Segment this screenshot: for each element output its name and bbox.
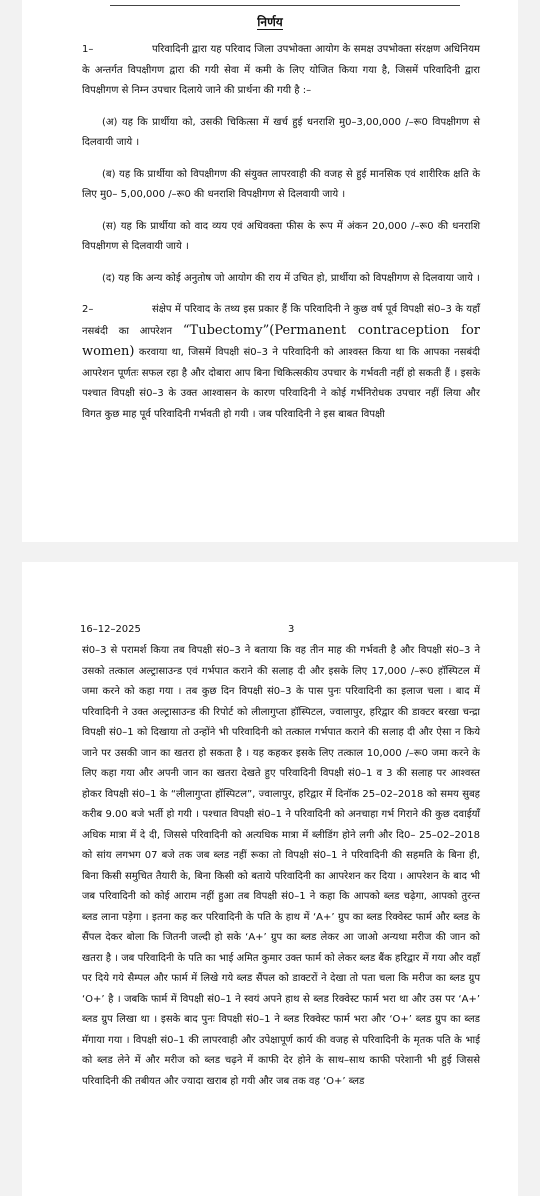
paragraph-continuation: सं0–3 से परामर्श किया तब विपक्षी सं0–3 ने बताया कि वह तीन माह की गर्भवती है और विपक्षी सं0–3 ने उसको तत्काल अल्ट्रासाउन्ड एवं गर्भपात कराने की सलाह दी और इसके लिए 17,000 /–रू0 हॉस्पिटल में जमा करने को कहा गया । तब कुछ दिन विपक्षी सं0–3 के पास पुनः परिवादिनी का इलाज चला । बाद में परिवादिनी ने उक्त अल्ट्रासाउन्ड की रिपोर्ट को लीलागुप्ता हॉस्पिटल, ज्वालापुर, हरिद्वार की डाक्टर बरखा चन्द्रा विपक्षी सं0–1 को दिखाया तो उन्होंने भी परिवादिनी को तत्काल गर्भपात कराने की सलाह दी और ऐसा न किये जाने पर उसकी जान का खतरा हो सकता है । यह कहकर इसके लिए तत्काल 10,000 /–रू0 जमा करने के लिए कहा गया और अपनी जान का खतरा देखते हुए परिवादिनी विपक्षी सं0–1 व 3 की सलाह पर आश्वस्त होकर विपक्षी सं0–1 के “लीलागुप्ता हॉस्पिटल”, ज्वालापुर, हरिद्वार में दिनॉक 25–02–2018 को समय सुबह करीब 9.00 बजे भर्ती हो गयी । पश्चात विपक्षी सं0–1 ने परिवादिनी को अनचाहा गर्भ गिराने की कुछ दवाईयॉं अधिक मात्रा में दे दी, जिससे परिवादिनी को अत्यधिक मात्रा में ब्लीडिंग होने लगी और दि0– 25–02–2018 को सांय लगभग 07 बजे तक जब ब्लड नहीं रूका तो विपक्षी सं0–1 ने परिवादिनी की सहमति के बिना ही, बिना किसी समुचित तैयारी के, बिना किसी को बताये परिवादिनी का आपरेशन कर दिया । आपरेशन के बाद भी जब परिवादिनी को कोई आराम नहीं हुआ तब विपक्षी सं0–1 ने कहा कि आपको ब्लड चढ़ेगा, आपको तुरन्त ब्लड लाना पड़ेगा । इतना कह कर परिवादिनी के पति के हाथ में ‘A+’ ग्रुप का ब्लड रिक्वेस्ट फार्म और ब्लड के सैंपल देकर बोला कि जितनी जल्दी हो सके ‘A+’ ग्रुप का ब्लड लेकर आ जाओ अन्यथा मरीज की जान को खतरा है । जब परिवादिनी के पति का भाई अमित कुमार उक्त फार्म को लेकर ब्लड बैंक हरिद्वार में गया और वहॉं पर दिये गये सैम्पल और फार्म में लिखे गये ब्लड सैंपल को डाक्टरों ने देखा तो पता चला कि मरीज का ब्लड ग्रुप ‘O+’ है । जबकि फार्म में विपक्षी सं0–1 ने स्वयं अपने हाथ से ब्लड रिक्वेस्ट फार्म भरा था और उस पर ‘A+’ ब्लड ग्रुप लिखा था । इसके बाद पुनः विपक्षी सं0–1 ने ब्लड रिक्वेस्ट फार्म भरा और ‘O+’ ब्लड ग्रुप का ब्लड मॅगाया गया । विपक्षी सं0–1 की लापरवाही और उपेक्षापूर्ण कार्य की वजह से परिवादिनी के मृतक पति के भाई को ब्लड लेने में और मरीज को ब्लड चढ़ने में काफी देर होने के साथ–साथ काफी परेशानी भी हुई जिससे परिवादिनी की तबीयत और ज्यादा खराब हो गयी और जब तक वह ‘O+’ ब्लड bbox=[82, 645, 480, 1087]
relief-a: (अ) यह कि प्रार्थीया को, उसकी चिकित्सा में खर्च हुई धनराशि मु0–3,00,000 /–रू0 विपक्षीगण से दिलवायी जाये । bbox=[82, 116, 480, 148]
document-page-2 bbox=[22, 562, 518, 1196]
relief-d: (द) यह कि अन्य कोई अनुतोष जो आयोग की राय में उचित हो, प्रार्थीया को विपक्षीगण से दिलवाया जाये । bbox=[102, 272, 480, 284]
english-term: “Tubectomy”(Permanent contraception for women) bbox=[82, 322, 480, 359]
page-date: 16–12–2025 bbox=[80, 624, 141, 635]
relief-b: (ब) यह कि प्रार्थीया को विपक्षीगण की संयुक्त लापरवाही की वजह से हुई मानसिक एवं शारीरिक क्षति के लिए मु0– 5,00,000 /–रू0 की धनराशि विपक्षीगण से दिलवायी जाये । bbox=[82, 168, 480, 200]
page-number: 3 bbox=[288, 624, 295, 635]
top-rule bbox=[110, 5, 460, 6]
heading-text: निर्णय bbox=[257, 15, 283, 29]
paragraph-text: संक्षेप में परिवाद के तथ्य इस प्रकार हैं कि परिवादिनी ने कुछ वर्ष पूर्व विपक्षी सं0–3 के यहॉं नसबंदी का आपरेशन bbox=[82, 304, 480, 337]
page-2-body bbox=[82, 641, 480, 1092]
paragraph-1 bbox=[82, 40, 480, 102]
paragraph-text: करवाया था, जिसमें विपक्षी सं0–3 ने परिवादिनी को आश्वस्त किया था कि आपका नसबंदी आपरेशन पूर्णतः सफल रहा है और दोबारा आप बिना चिकित्सकीय उपचार के गर्भवती नहीं हो सकती हैं । इसके पश्चात विपक्षी सं0–3 के उक्त आश्वासन के कारण परिवादिनी ने कोई गर्भनिरोधक उपचार नहीं लिया और विगत कुछ माह पूर्व परिवादिनी गर्भवती हो गयी । जब परिवादिनी ने इस बाबत विपक्षी bbox=[82, 347, 480, 420]
paragraph-text: परिवादिनी द्वारा यह परिवाद जिला उपभोक्ता आयोग के समक्ष उपभोक्ता संरक्षण अधिनियम के अन्तर्गत विपक्षीगण द्वारा की गयी सेवा में कमी के लिए योजित किया गया है, जिसमें परिवादिनी द्वारा विपक्षीगण से निम्न उपचार दिलाये जाने की प्रार्थना की गयी है :– bbox=[82, 44, 480, 96]
relief-c: (स) यह कि प्रार्थीया को वाद व्यय एवं अधिवक्ता फीस के रूप में अंकन 20,000 /–रू0 की धनराशि विपक्षीगण से दिलवायी जाये । bbox=[82, 220, 480, 252]
paragraph-number: 1– bbox=[82, 44, 94, 55]
document-page-1 bbox=[22, 0, 518, 542]
page-1-body bbox=[82, 40, 480, 425]
paragraph-number: 2– bbox=[82, 304, 94, 315]
section-heading bbox=[22, 13, 518, 30]
paragraph-2 bbox=[82, 300, 480, 425]
